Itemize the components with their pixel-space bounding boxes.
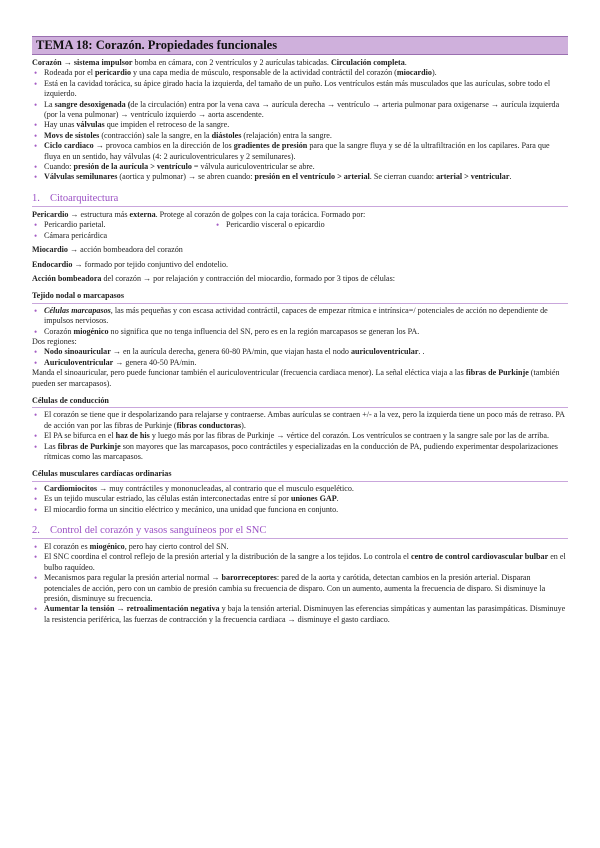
list-item <box>32 604 568 625</box>
text-run: → provoca cambios en la dirección de los <box>93 141 234 151</box>
text-run: haz de his <box>115 431 150 441</box>
text-run: son mayores que las marcapasos, poco contráctiles y especializadas en la conducción de PA, pudiendo experimentar despolarizaciones rítmicas como las marcapasos. <box>44 441 558 461</box>
text-run: arterial > ventricular <box>436 172 510 182</box>
text-run: miogénico <box>73 326 109 336</box>
text-run: uniones GAP <box>291 494 337 504</box>
list-item <box>32 141 568 162</box>
text-run: Auriculoventricular <box>44 357 114 367</box>
text-run: . . <box>418 347 425 357</box>
text-run: para que la sangre fluya y se dé la ultrafiltración en los capilares. Para que fluya en un sentido, hay válvulas (4: 2 auriculoventriculares y 2 semilunares). <box>44 141 550 161</box>
text-run: Control del corazón y vasos sanguíneos por el SNC <box>50 525 267 537</box>
text-run: no significa que no tenga influencia del SN, pero es en la región marcapasos se generan los PA. <box>108 326 420 336</box>
text-run: de la circulación) entra por la vena cava → aurícula derecha → ventrículo → arteria pulmonar para oxigenarse → aurícula izquierda (por la vena pulmonar) → ventrículo izquierdo → aorta ascendente. <box>44 99 560 120</box>
text-run: Acción bombeadora <box>32 273 102 283</box>
text-run: que impiden el retroceso de la sangre. <box>104 120 230 130</box>
text-run: . Se cierran cuando: <box>369 172 437 182</box>
miocardio-paragraph <box>32 245 568 255</box>
text-run: El corazón se tiene que ir despolarizando para relajarse y contraerse. Ambas aurículas se contraen +/- a la vez, pero la izquierda tiene un poco más de retraso. PA de acción van por las fibras de Purkinje ( <box>44 410 565 430</box>
list-item <box>32 431 568 441</box>
text-run: → en la aurícula derecha, genera 60-80 PA/min, que viajan hasta el nodo <box>110 347 351 357</box>
text-run: → acción bombeadora del corazón <box>67 245 183 255</box>
text-run: sangre desoxigenada ( <box>54 99 131 109</box>
text-run: Circulación completa <box>330 58 405 67</box>
nodal-list-a <box>32 306 568 337</box>
list-item: • Pericardio parietal. <box>32 220 214 230</box>
text-run: fibras de Purkinje <box>465 368 529 378</box>
text-run: Válvulas semilunares <box>44 172 118 182</box>
text-run: ). <box>431 68 437 78</box>
list-item <box>32 68 568 78</box>
section-heading-control <box>32 524 568 539</box>
text-run: diástoles <box>211 130 242 140</box>
text-run: en el bulbo raquídeo. <box>44 552 566 572</box>
text-run: Mecanismos para regular la presión arterial normal → <box>44 573 222 583</box>
intro-paragraph <box>32 58 568 68</box>
pericardio-paragraph <box>32 210 568 220</box>
list-item <box>32 494 568 504</box>
text-run: Pericardio <box>32 209 69 219</box>
text-run: (contracción) sale la sangre, en la <box>99 130 212 140</box>
text-run: La <box>44 99 55 109</box>
text-run: Nodo sinoauricular <box>44 347 111 357</box>
text-run: Está en la cavidad torácica, su ápice girado hacia la izquierda, del tamaño de un puño. Los ventrículos están más musculados que las aurículas, sobre todo el izquierdo. <box>44 78 551 99</box>
text-run: → muy contráctiles y mononucleadas, al contrario que el musculo esquelético. <box>97 483 354 493</box>
pericardio-list <box>32 220 568 241</box>
list-item <box>32 442 568 463</box>
text-run: → genera 40-50 PA/min. <box>113 357 197 367</box>
text-run: (también pueden ser marcapasos). <box>32 368 560 388</box>
text-run: (aortica y pulmonar) → se abren cuando: <box>117 172 255 182</box>
text-run: , pero hay cierto control del SN. <box>124 542 229 552</box>
list-item <box>32 410 568 431</box>
text-run: ). <box>241 420 246 430</box>
text-run: y una capa media de músculo, responsable de la actividad contráctil del corazón ( <box>131 68 397 78</box>
text-run: Células marcapasos <box>44 305 111 315</box>
list-item <box>32 327 568 337</box>
text-run: . Protege al corazón de golpes con la caja torácica. Formado por: <box>155 209 366 219</box>
list-item <box>32 484 568 494</box>
text-run: , las más pequeñas y con escasa actividad contráctil, capaces de empezar rítmica e intrínsica=/ potenciales de acción no dependiente de impulsos nerviosos. <box>44 305 548 326</box>
subheading-conduccion: Células de conducción <box>32 396 568 408</box>
text-run: del corazón → por relajación y contracción del miocardio, formado por 3 tipos de células: <box>101 273 395 283</box>
text-run: El corazón es <box>44 542 90 552</box>
text-run: : pared de la aorta y carótida, detectan cambios en la presión arterial. Disparan potenciales de acción, pero con un cambio de presión cambia su frecuencia de disparo. Con un aumento, aumenta la frecuencia de disparo. Si disminuye la presión, disminuye su frecuencia. <box>44 573 546 604</box>
text-run: 1. <box>32 192 40 204</box>
list-item <box>32 573 568 604</box>
text-run: externa <box>129 209 156 219</box>
nodal-list-b <box>32 347 568 368</box>
list-item <box>32 347 568 357</box>
text-run: Aumentar la tensión <box>44 604 115 614</box>
list-item <box>32 162 568 172</box>
text-run: → formado por tejido conjuntivo del endotelio. <box>72 259 229 269</box>
text-run: válvulas <box>76 120 105 130</box>
text-run: Manda el sinoauricular, pero puede funcionar también el auriculoventricular (frecuencia cardiaca menor). La señal eléctica viaja a las <box>32 368 466 378</box>
text-run: fibras conductoras <box>176 420 242 430</box>
text-run: El miocardio forma un sincitio eléctrico y mecánico, una unidad que funciona en conjunto. <box>44 504 339 514</box>
text-run: bomba en cámara, con 2 ventrículos y 2 aurículas tabicadas. <box>132 58 331 67</box>
conduccion-list <box>32 410 568 462</box>
text-run: Movs de sístoles <box>44 130 100 140</box>
text-run: → estructura más <box>68 209 130 219</box>
list-item <box>32 79 568 100</box>
text-run: Cuando: <box>44 162 74 172</box>
text-run: 2. <box>32 525 40 537</box>
list-item <box>32 131 568 141</box>
dos-regiones: Dos regiones: <box>32 336 77 346</box>
text-run: Es un tejido muscular estriado, las células están interconectadas entre sí por <box>44 494 292 504</box>
text-run: Corazón <box>44 326 74 336</box>
musculares-list <box>32 484 568 515</box>
text-run: Hay unas <box>44 120 77 130</box>
list-item <box>32 120 568 130</box>
list-item <box>32 542 568 552</box>
subheading-tejido-nodal: Tejido nodal o marcapasos <box>32 291 568 303</box>
text-run: presión en el ventrículo > arterial <box>254 172 370 182</box>
list-item <box>32 552 568 573</box>
text-run: = válvula auriculoventricular se abre. <box>191 162 315 172</box>
text-run: El PA se bifurca en el <box>44 431 116 441</box>
list-item: • Cámara pericárdica <box>32 231 568 241</box>
manda-paragraph <box>32 368 568 389</box>
text-run: gradientes de presión <box>233 141 308 151</box>
text-run: . <box>336 494 339 504</box>
text-run: miocardio <box>396 68 432 78</box>
list-item: • Pericardio visceral o epicardio <box>214 220 396 230</box>
text-run: barorreceptores <box>221 573 277 583</box>
section-heading-citoarquitectura <box>32 192 568 207</box>
text-run: . <box>509 172 512 182</box>
accion-paragraph <box>32 274 568 284</box>
text-run: Ciclo cardiaco <box>44 141 94 151</box>
subheading-musculares: Células musculares cardíacas ordinarias <box>32 469 568 481</box>
text-run: . <box>404 58 407 67</box>
text-run: Rodeada por el <box>44 68 96 78</box>
text-run: retroalimentación negativa <box>126 604 220 614</box>
text-run: Corazón <box>32 58 62 67</box>
text-run: Endocardio <box>32 259 73 269</box>
text-run: Las <box>44 441 58 451</box>
text-run: miogénico <box>89 542 125 552</box>
text-run: Miocardio <box>32 245 68 255</box>
list-item <box>32 505 568 515</box>
list-item <box>32 172 568 182</box>
text-run: fibras de Purkinje <box>57 441 121 451</box>
list-item <box>32 100 568 121</box>
list-item <box>32 306 568 327</box>
text-run: Cardiomiocitos <box>44 483 98 493</box>
text-run: (relajación) entra la sangre. <box>241 130 332 140</box>
endocardio-paragraph <box>32 260 568 270</box>
control-list <box>32 542 568 625</box>
text-run: y baja la tensión arterial. Disminuyen las eferencias simpáticas y aumentan las parasimpáticas. Disminuye la resistencia periférica, las fuerzas de contracción y la frecuencia cardiaca → disminuye el gasto cardiaco. <box>44 604 566 624</box>
text-run: Citoarquitectura <box>50 192 119 204</box>
page-title: TEMA 18: Corazón. Propiedades funcionales <box>32 36 568 55</box>
text-run: presión de la aurícula > ventrículo <box>73 162 192 172</box>
text-run: centro de control cardiovascular bulbar <box>411 552 549 562</box>
text-run: → <box>114 604 127 614</box>
intro-list <box>32 68 568 182</box>
text-run: → <box>61 58 74 67</box>
text-run: y luego más por las fibras de Purkinje → vértice del corazón. Los ventrículos se contraen y la sangre sale por las de arriba. <box>149 431 549 441</box>
text-run: pericardio <box>95 68 131 78</box>
text-run: El SNC coordina el control reflejo de la presión arterial y la distribución de la sangre a los tejidos. Lo controla el <box>44 552 412 562</box>
list-item <box>32 358 568 368</box>
text-run: sistema impulsor <box>73 58 133 67</box>
text-run: auriculoventricular <box>350 347 419 357</box>
document-page <box>32 36 568 625</box>
